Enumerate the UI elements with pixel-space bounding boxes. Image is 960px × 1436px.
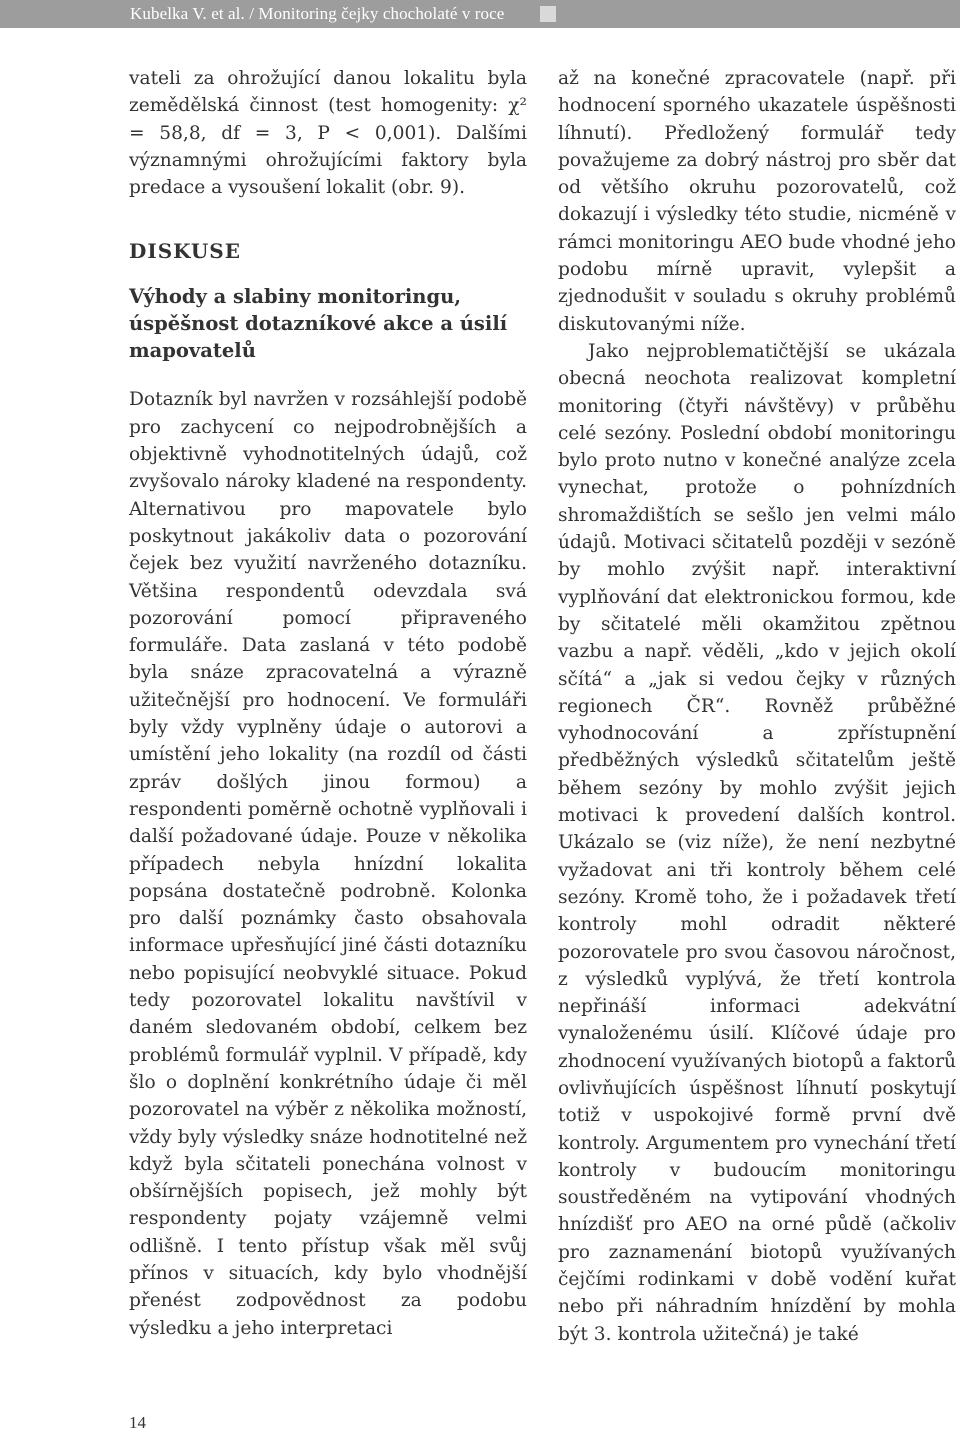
right-paragraph-2: Jako nejproblematičtější se ukázala obecná neochota realizovat kompletní monitoring (čtyři návštěvy) v průběhu celé sezóny. Poslední období monitoringu bylo proto nutno v konečné analýze zcela vynechat, protože o pohnízdních shromaždištích se sešlo jen velmi málo údajů. Motivaci sčitatelů později v sezóně by mohlo zvýšit např. interaktivní vyplňování dat elektronickou formou, kde by sčitatelé měli okamžitou zpětnou vazbu a např. věděli, „kdo v jejich okolí sčítá“ a „jak si vedou čejky v různých regionech ČR“. Rovněž průběžné vyhodnocování a zpřístupnění předběžných výsledků sčitatelům ještě během sezóny by mohlo zvýšit jejich motivaci k provedení dalších kontrol. Ukázalo se (viz níže), že není nezbytné vyžadovat ani tři kontroly během celé sezóny. Kromě toho, že i požadavek třetí kontroly mohl odradit některé pozorovatele pro svou časovou náročnost, z výsledků vyplývá, že třetí kontrola nepřináší informaci adekvátní vynaloženému úsilí. Klíčové údaje pro zhodnocení využívaných biotopů a faktorů ovlivňujících úspěšnost líhnutí poskytují totiž v uspokojivé formě první dvě kontroly. Argumentem pro vynechání třetí kontroly v budoucím monitoringu soustředěném na vytipování vhodných hnízdišť pro AEO na orné půdě (ačkoliv pro zaznamenání biotopů využívaných čejčími rodinkami v době vodění kuřat nebo při náhradním hnízdění by mohla být 3. kontrola užitečná) je také [558, 340, 956, 1345]
right-column [558, 65, 956, 1348]
body-paragraph: Dotazník byl navržen v rozsáhlejší podobě pro zachycení co nejpodrobnějších a objektivně vyhodnotitelných údajů, což zvyšovalo nároky kladené na respondenty. Alternativou pro mapovatele bylo poskytnout jakákoliv data o pozorování čejek bez využití navrženého dotazníku. Většina respondentů odevzdala svá pozorování pomocí připraveného formuláře. Data zaslaná v této podobě byla snáze zpracovatelná a výrazně užitečnější pro hodnocení. Ve formuláři byly vždy vyplněny údaje o autorovi a umístění jeho lokality (na rozdíl od části zpráv došlých jinou formou) a respondenti poměrně ochotně vyplňovali i další požadované údaje. Pouze v několika případech nebyla hnízdní lokalita popsána dostatečně podrobně. Kolonka pro další poznámky často obsahovala informace upřesňující jiné části dotazníku nebo popisující neobvyklé situace. Pokud tedy pozorovatel lokalitu navštívil v daném sledovaném období, celkem bez problémů formulář vyplnil. V případě, kdy šlo o doplnění konkrétního údaje či měl pozorovatel na výběr z několika možností, vždy byly výsledky snáze hodnotitelné než když byla sčitateli ponechána volnost v obšírnějších popisech, jež mohly být respondenty pojaty vzájemně velmi odlišně. I tento přístup však měl svůj přínos v situacích, kdy bylo vhodnější přenést zodpovědnost za podobu výsledku a jeho interpretaci [129, 389, 527, 1339]
right-paragraph-1: až na konečné zpracovatele (např. při hodnocení sporného ukazatele úspěšnosti líhnutí). Předložený formulář tedy považujeme za dobrý nástroj pro sběr dat od většího okruhu pozorovatelů, což dokazují i výsledky této studie, nicméně v rámci monitoringu AEO bude vhodné jeho podobu mírně upravit, vylepšit a zjednodušit v souladu s okruhy problémů diskutovanými níže. [558, 68, 956, 335]
intro-paragraph: vateli za ohrožující danou lokalitu byla zemědělská činnost (test homogenity: χ² = 58,8, df = 3, P < 0,001). Dalšími významnými ohrožujícími faktory byla predace a vysoušení lokalit (obr. 9). [129, 68, 527, 199]
subsection-heading: Výhody a slabiny monitoringu, úspěšnost dotazníkové akce a úsilí mapovatelů [129, 285, 508, 363]
running-title: Kubelka V. et al. / Monitoring čejky chocholaté v roce 2008 [130, 4, 505, 51]
page-number: 14 [129, 1413, 146, 1432]
section-heading: DISKUSE [129, 239, 241, 264]
running-header-bar [0, 0, 960, 51]
left-column [129, 65, 527, 1342]
header-decorative-square [540, 6, 556, 22]
